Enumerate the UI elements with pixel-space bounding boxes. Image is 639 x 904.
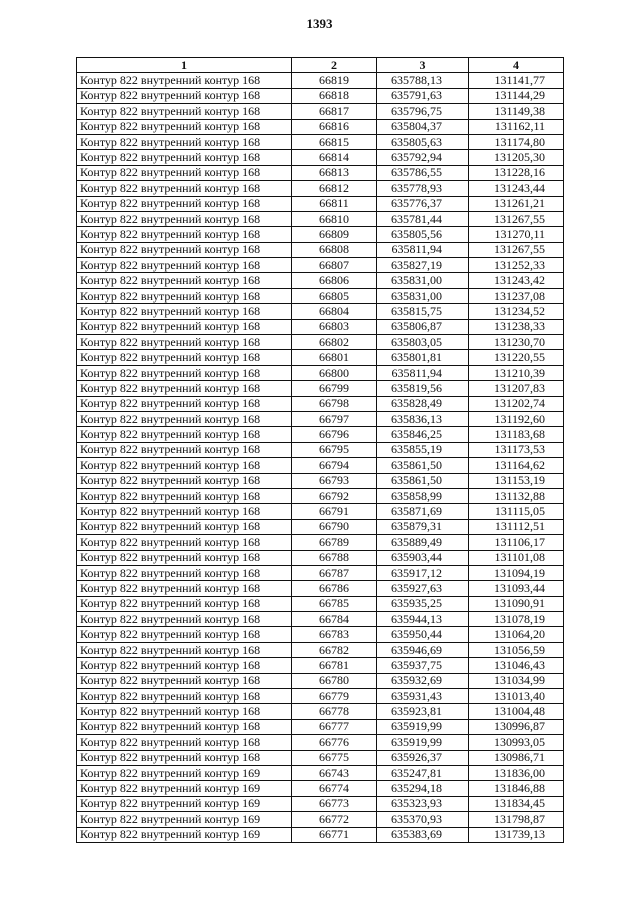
table-row [77,227,564,242]
table-row [77,596,564,611]
x-coordinate-cell: 635935,25 [377,596,469,611]
contour-name-cell: Контур 822 внутренний контур 168 [77,550,292,565]
point-number-cell: 66804 [292,304,377,319]
point-number-cell: 66818 [292,88,377,103]
x-coordinate-cell: 635247,81 [377,765,469,780]
x-coordinate-cell: 635879,31 [377,519,469,534]
y-coordinate-cell: 131174,80 [469,134,564,149]
contour-name-cell: Контур 822 внутренний контур 168 [77,519,292,534]
contour-name-cell: Контур 822 внутренний контур 168 [77,273,292,288]
table-row [77,288,564,303]
y-coordinate-cell: 131046,43 [469,658,564,673]
x-coordinate-cell: 635805,56 [377,227,469,242]
table-row [77,319,564,334]
table-row [77,242,564,257]
x-coordinate-cell: 635806,87 [377,319,469,334]
point-number-cell: 66817 [292,104,377,119]
y-coordinate-cell: 131261,21 [469,196,564,211]
contour-name-cell: Контур 822 внутренний контур 168 [77,104,292,119]
point-number-cell: 66782 [292,642,377,657]
y-coordinate-cell: 131115,05 [469,504,564,519]
point-number-cell: 66813 [292,165,377,180]
table-row [77,642,564,657]
contour-name-cell: Контур 822 внутренний контур 168 [77,304,292,319]
point-number-cell: 66793 [292,473,377,488]
point-number-cell: 66819 [292,73,377,88]
x-coordinate-cell: 635323,93 [377,796,469,811]
y-coordinate-cell: 131090,91 [469,596,564,611]
contour-name-cell: Контур 822 внутренний контур 168 [77,381,292,396]
contour-name-cell: Контур 822 внутренний контур 168 [77,73,292,88]
x-coordinate-cell: 635791,63 [377,88,469,103]
point-number-cell: 66790 [292,519,377,534]
point-number-cell: 66799 [292,381,377,396]
x-coordinate-cell: 635811,94 [377,365,469,380]
contour-name-cell: Контур 822 внутренний контур 168 [77,396,292,411]
y-coordinate-cell: 131267,55 [469,211,564,226]
point-number-cell: 66810 [292,211,377,226]
table-row [77,73,564,88]
y-coordinate-cell: 131153,19 [469,473,564,488]
contour-name-cell: Контур 822 внутренний контур 168 [77,288,292,303]
x-coordinate-cell: 635889,49 [377,535,469,550]
table-row [77,581,564,596]
x-coordinate-cell: 635919,99 [377,735,469,750]
table-row [77,550,564,565]
table-row [77,196,564,211]
contour-name-cell: Контур 822 внутренний контур 168 [77,134,292,149]
y-coordinate-cell: 131210,39 [469,365,564,380]
table-row [77,519,564,534]
y-coordinate-cell: 131162,11 [469,119,564,134]
table-row [77,704,564,719]
table-row [77,735,564,750]
point-number-cell: 66807 [292,258,377,273]
contour-name-cell: Контур 822 внутренний контур 168 [77,350,292,365]
y-coordinate-cell: 131230,70 [469,335,564,350]
contour-name-cell: Контур 822 внутренний контур 168 [77,211,292,226]
table-row [77,812,564,827]
x-coordinate-cell: 635923,81 [377,704,469,719]
table-row [77,627,564,642]
x-coordinate-cell: 635950,44 [377,627,469,642]
table-row [77,612,564,627]
table-row [77,796,564,811]
x-coordinate-cell: 635819,56 [377,381,469,396]
y-coordinate-cell: 131094,19 [469,565,564,580]
x-coordinate-cell: 635932,69 [377,673,469,688]
contour-name-cell: Контур 822 внутренний контур 168 [77,565,292,580]
contour-name-cell: Контур 822 внутренний контур 168 [77,258,292,273]
x-coordinate-cell: 635796,75 [377,104,469,119]
contour-name-cell: Контур 822 внутренний контур 168 [77,488,292,503]
x-coordinate-cell: 635903,44 [377,550,469,565]
x-coordinate-cell: 635294,18 [377,781,469,796]
x-coordinate-cell: 635861,50 [377,473,469,488]
contour-name-cell: Контур 822 внутренний контур 168 [77,627,292,642]
contour-name-cell: Контур 822 внутренний контур 168 [77,165,292,180]
y-coordinate-cell: 131101,08 [469,550,564,565]
contour-name-cell: Контур 822 внутренний контур 168 [77,119,292,134]
table-row [77,689,564,704]
contour-name-cell: Контур 822 внутренний контур 168 [77,658,292,673]
point-number-cell: 66779 [292,689,377,704]
y-coordinate-cell: 131064,20 [469,627,564,642]
table-row [77,827,564,842]
table-row [77,88,564,103]
contour-name-cell: Контур 822 внутренний контур 168 [77,535,292,550]
table-row [77,658,564,673]
point-number-cell: 66778 [292,704,377,719]
y-coordinate-cell: 131207,83 [469,381,564,396]
point-number-cell: 66806 [292,273,377,288]
point-number-cell: 66787 [292,565,377,580]
table-row [77,258,564,273]
point-number-cell: 66792 [292,488,377,503]
contour-name-cell: Контур 822 внутренний контур 168 [77,335,292,350]
y-coordinate-cell: 131238,33 [469,319,564,334]
point-number-cell: 66797 [292,411,377,426]
x-coordinate-cell: 635383,69 [377,827,469,842]
contour-name-cell: Контур 822 внутренний контур 168 [77,365,292,380]
point-number-cell: 66814 [292,150,377,165]
table-row [77,442,564,457]
y-coordinate-cell: 131237,08 [469,288,564,303]
x-coordinate-cell: 635927,63 [377,581,469,596]
x-coordinate-cell: 635786,55 [377,165,469,180]
contour-name-cell: Контур 822 внутренний контур 168 [77,411,292,426]
table-row [77,150,564,165]
table-row [77,304,564,319]
y-coordinate-cell: 131183,68 [469,427,564,442]
y-coordinate-cell: 131034,99 [469,673,564,688]
contour-name-cell: Контур 822 внутренний контур 169 [77,765,292,780]
contour-name-cell: Контур 822 внутренний контур 168 [77,242,292,257]
contour-name-cell: Контур 822 внутренний контур 169 [77,796,292,811]
table-row [77,350,564,365]
table-row [77,750,564,765]
contour-name-cell: Контур 822 внутренний контур 168 [77,458,292,473]
point-number-cell: 66809 [292,227,377,242]
y-coordinate-cell: 131739,13 [469,827,564,842]
x-coordinate-cell: 635801,81 [377,350,469,365]
table-row [77,181,564,196]
contour-name-cell: Контур 822 внутренний контур 168 [77,581,292,596]
header-row [77,58,564,73]
point-number-cell: 66774 [292,781,377,796]
x-coordinate-cell: 635917,12 [377,565,469,580]
table-body [77,73,564,843]
table-row [77,535,564,550]
y-coordinate-cell: 130996,87 [469,719,564,734]
contour-name-cell: Контур 822 внутренний контур 168 [77,673,292,688]
contour-name-cell: Контур 822 внутренний контур 168 [77,227,292,242]
contour-name-cell: Контур 822 внутренний контур 168 [77,719,292,734]
y-coordinate-cell: 131220,55 [469,350,564,365]
contour-name-cell: Контур 822 внутренний контур 168 [77,504,292,519]
table-row [77,781,564,796]
point-number-cell: 66791 [292,504,377,519]
x-coordinate-cell: 635855,19 [377,442,469,457]
y-coordinate-cell: 131004,48 [469,704,564,719]
point-number-cell: 66785 [292,596,377,611]
x-coordinate-cell: 635831,00 [377,288,469,303]
table-row [77,504,564,519]
table-row [77,134,564,149]
x-coordinate-cell: 635370,93 [377,812,469,827]
y-coordinate-cell: 131234,52 [469,304,564,319]
x-coordinate-cell: 635919,99 [377,719,469,734]
contour-name-cell: Контур 822 внутренний контур 169 [77,781,292,796]
y-coordinate-cell: 131149,38 [469,104,564,119]
y-coordinate-cell: 131846,88 [469,781,564,796]
table-row [77,396,564,411]
point-number-cell: 66784 [292,612,377,627]
table-row [77,458,564,473]
x-coordinate-cell: 635827,19 [377,258,469,273]
y-coordinate-cell: 131056,59 [469,642,564,657]
point-number-cell: 66776 [292,735,377,750]
point-number-cell: 66772 [292,812,377,827]
table-row [77,719,564,734]
point-number-cell: 66805 [292,288,377,303]
x-coordinate-cell: 635803,05 [377,335,469,350]
contour-name-cell: Контур 822 внутренний контур 169 [77,812,292,827]
y-coordinate-cell: 131013,40 [469,689,564,704]
contour-name-cell: Контур 822 внутренний контур 168 [77,442,292,457]
table-row [77,273,564,288]
point-number-cell: 66798 [292,396,377,411]
x-coordinate-cell: 635788,13 [377,73,469,88]
point-number-cell: 66812 [292,181,377,196]
point-number-cell: 66775 [292,750,377,765]
contour-name-cell: Контур 822 внутренний контур 168 [77,689,292,704]
y-coordinate-cell: 131243,44 [469,181,564,196]
contour-name-cell: Контур 822 внутренний контур 168 [77,612,292,627]
x-coordinate-cell: 635778,93 [377,181,469,196]
contour-name-cell: Контур 822 внутренний контур 168 [77,319,292,334]
y-coordinate-cell: 131141,77 [469,73,564,88]
y-coordinate-cell: 131798,87 [469,812,564,827]
header-col-1: 1 [77,58,292,73]
table-row [77,104,564,119]
x-coordinate-cell: 635937,75 [377,658,469,673]
contour-name-cell: Контур 822 внутренний контур 168 [77,427,292,442]
coordinates-table [76,57,564,843]
y-coordinate-cell: 131243,42 [469,273,564,288]
y-coordinate-cell: 131252,33 [469,258,564,273]
x-coordinate-cell: 635926,37 [377,750,469,765]
contour-name-cell: Контур 822 внутренний контур 169 [77,827,292,842]
point-number-cell: 66786 [292,581,377,596]
point-number-cell: 66794 [292,458,377,473]
table-row [77,473,564,488]
point-number-cell: 66777 [292,719,377,734]
page-number: 1393 [306,16,333,31]
y-coordinate-cell: 131132,88 [469,488,564,503]
point-number-cell: 66773 [292,796,377,811]
header-col-4: 4 [469,58,564,73]
point-number-cell: 66816 [292,119,377,134]
y-coordinate-cell: 131228,16 [469,165,564,180]
y-coordinate-cell: 131093,44 [469,581,564,596]
contour-name-cell: Контур 822 внутренний контур 168 [77,735,292,750]
point-number-cell: 66788 [292,550,377,565]
table-row [77,119,564,134]
y-coordinate-cell: 131078,19 [469,612,564,627]
table-row [77,335,564,350]
contour-name-cell: Контур 822 внутренний контур 168 [77,596,292,611]
point-number-cell: 66811 [292,196,377,211]
x-coordinate-cell: 635781,44 [377,211,469,226]
y-coordinate-cell: 131192,60 [469,411,564,426]
point-number-cell: 66801 [292,350,377,365]
header-col-3: 3 [377,58,469,73]
x-coordinate-cell: 635931,43 [377,689,469,704]
y-coordinate-cell: 131267,55 [469,242,564,257]
y-coordinate-cell: 131112,51 [469,519,564,534]
x-coordinate-cell: 635815,75 [377,304,469,319]
table-row [77,427,564,442]
point-number-cell: 66771 [292,827,377,842]
point-number-cell: 66808 [292,242,377,257]
contour-name-cell: Контур 822 внутренний контур 168 [77,642,292,657]
table-row [77,565,564,580]
x-coordinate-cell: 635946,69 [377,642,469,657]
contour-name-cell: Контур 822 внутренний контур 168 [77,750,292,765]
x-coordinate-cell: 635836,13 [377,411,469,426]
table-row [77,673,564,688]
point-number-cell: 66803 [292,319,377,334]
x-coordinate-cell: 635858,99 [377,488,469,503]
table-row [77,165,564,180]
contour-name-cell: Контур 822 внутренний контур 168 [77,704,292,719]
point-number-cell: 66795 [292,442,377,457]
point-number-cell: 66800 [292,365,377,380]
y-coordinate-cell: 131836,00 [469,765,564,780]
y-coordinate-cell: 131202,74 [469,396,564,411]
header-col-2: 2 [292,58,377,73]
y-coordinate-cell: 131270,11 [469,227,564,242]
point-number-cell: 66815 [292,134,377,149]
table-row [77,488,564,503]
table-row [77,211,564,226]
table-row [77,765,564,780]
x-coordinate-cell: 635861,50 [377,458,469,473]
y-coordinate-cell: 130993,05 [469,735,564,750]
x-coordinate-cell: 635804,37 [377,119,469,134]
contour-name-cell: Контур 822 внутренний контур 168 [77,88,292,103]
contour-name-cell: Контур 822 внутренний контур 168 [77,181,292,196]
point-number-cell: 66743 [292,765,377,780]
table-row [77,381,564,396]
x-coordinate-cell: 635776,37 [377,196,469,211]
table-row [77,411,564,426]
y-coordinate-cell: 131834,45 [469,796,564,811]
point-number-cell: 66796 [292,427,377,442]
contour-name-cell: Контур 822 внутренний контур 168 [77,150,292,165]
y-coordinate-cell: 131205,30 [469,150,564,165]
point-number-cell: 66781 [292,658,377,673]
x-coordinate-cell: 635831,00 [377,273,469,288]
x-coordinate-cell: 635792,94 [377,150,469,165]
point-number-cell: 66802 [292,335,377,350]
y-coordinate-cell: 130986,71 [469,750,564,765]
x-coordinate-cell: 635846,25 [377,427,469,442]
y-coordinate-cell: 131173,53 [469,442,564,457]
y-coordinate-cell: 131164,62 [469,458,564,473]
x-coordinate-cell: 635805,63 [377,134,469,149]
x-coordinate-cell: 635811,94 [377,242,469,257]
point-number-cell: 66789 [292,535,377,550]
table-row [77,365,564,380]
y-coordinate-cell: 131144,29 [469,88,564,103]
x-coordinate-cell: 635871,69 [377,504,469,519]
table-header [77,58,564,73]
contour-name-cell: Контур 822 внутренний контур 168 [77,196,292,211]
contour-name-cell: Контур 822 внутренний контур 168 [77,473,292,488]
x-coordinate-cell: 635944,13 [377,612,469,627]
x-coordinate-cell: 635828,49 [377,396,469,411]
point-number-cell: 66783 [292,627,377,642]
y-coordinate-cell: 131106,17 [469,535,564,550]
point-number-cell: 66780 [292,673,377,688]
